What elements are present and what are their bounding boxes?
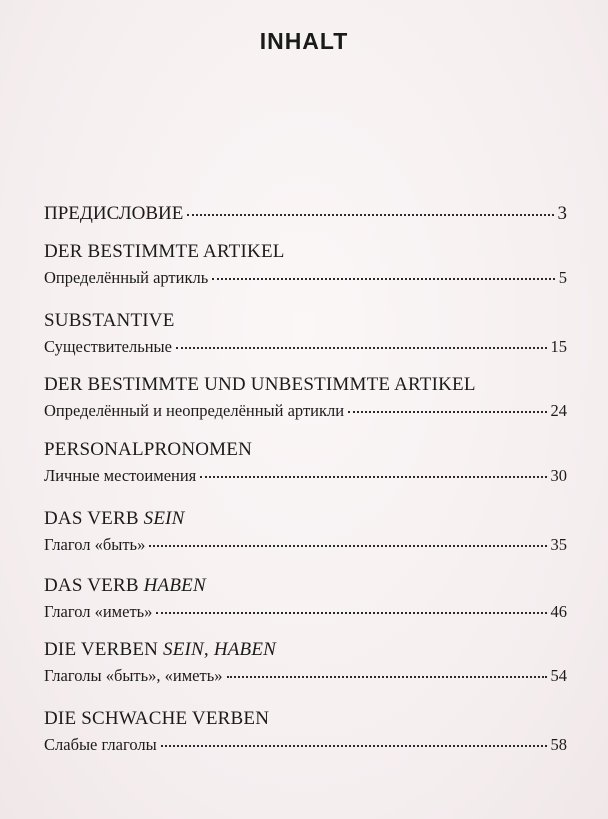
toc-entry <box>44 240 567 289</box>
page-number: 24 <box>550 400 567 420</box>
dot-leader <box>348 394 546 413</box>
dot-leader <box>149 528 546 547</box>
dot-leader <box>161 728 547 747</box>
chapter-subtitle: Глагол «быть» <box>44 534 146 554</box>
chapter-heading: SUBSTANTIVE <box>44 310 175 331</box>
toc-entry <box>44 438 567 487</box>
chapter-subtitle: Глагол «иметь» <box>44 601 153 621</box>
chapter-subtitle: Определённый артикль <box>44 267 209 287</box>
chapter-subtitle: Личные местоимения <box>44 465 197 485</box>
toc-row <box>44 264 567 289</box>
chapter-heading: DIE VERBEN SEIN, HABEN <box>44 639 277 660</box>
toc-entry <box>44 309 567 358</box>
toc-row <box>44 662 567 687</box>
toc-entry <box>44 507 567 556</box>
toc-entry <box>44 373 567 422</box>
dot-leader <box>176 330 547 349</box>
toc-entry-preface <box>44 198 567 225</box>
page-number: 35 <box>550 534 567 554</box>
chapter-heading: DER BESTIMMTE ARTIKEL <box>44 241 285 262</box>
toc-row <box>44 333 567 358</box>
toc-entry <box>44 707 567 756</box>
chapter-subtitle: Существительные <box>44 336 172 356</box>
chapter-heading: PERSONALPRONOMEN <box>44 439 253 460</box>
page-number: 54 <box>550 665 567 685</box>
toc-label: ПРЕДИСЛОВИЕ <box>44 203 184 224</box>
page-title: INHALT <box>259 28 349 54</box>
dot-leader <box>200 459 546 478</box>
toc-row <box>44 598 567 623</box>
page-number: 30 <box>550 465 567 485</box>
toc-row <box>44 731 567 756</box>
toc-row <box>44 397 567 422</box>
dot-leader <box>212 261 554 280</box>
page-number: 15 <box>550 336 567 356</box>
chapter-subtitle: Слабые глаголы <box>44 734 157 754</box>
toc-entry <box>44 638 567 687</box>
chapter-heading: DAS VERB HABEN <box>44 575 206 596</box>
toc-row <box>44 531 567 556</box>
toc-row <box>44 462 567 487</box>
toc-entry <box>44 574 567 623</box>
page-number: 3 <box>557 203 567 224</box>
chapter-subtitle: Определённый и неопределённый артикли <box>44 400 345 420</box>
dot-leader <box>156 595 546 614</box>
chapter-heading: DIE SCHWACHE VERBEN <box>44 708 270 729</box>
dot-leader <box>187 195 553 216</box>
chapter-heading: DER BESTIMMTE UND UNBESTIMMTE ARTIKEL <box>44 374 476 395</box>
chapter-heading: DAS VERB SEIN <box>44 508 185 529</box>
chapter-subtitle: Глаголы «быть», «иметь» <box>44 665 223 685</box>
toc-row <box>44 198 567 225</box>
page-number: 5 <box>558 267 567 287</box>
page-number: 58 <box>550 734 567 754</box>
page-number: 46 <box>550 601 567 621</box>
dot-leader <box>227 659 547 678</box>
